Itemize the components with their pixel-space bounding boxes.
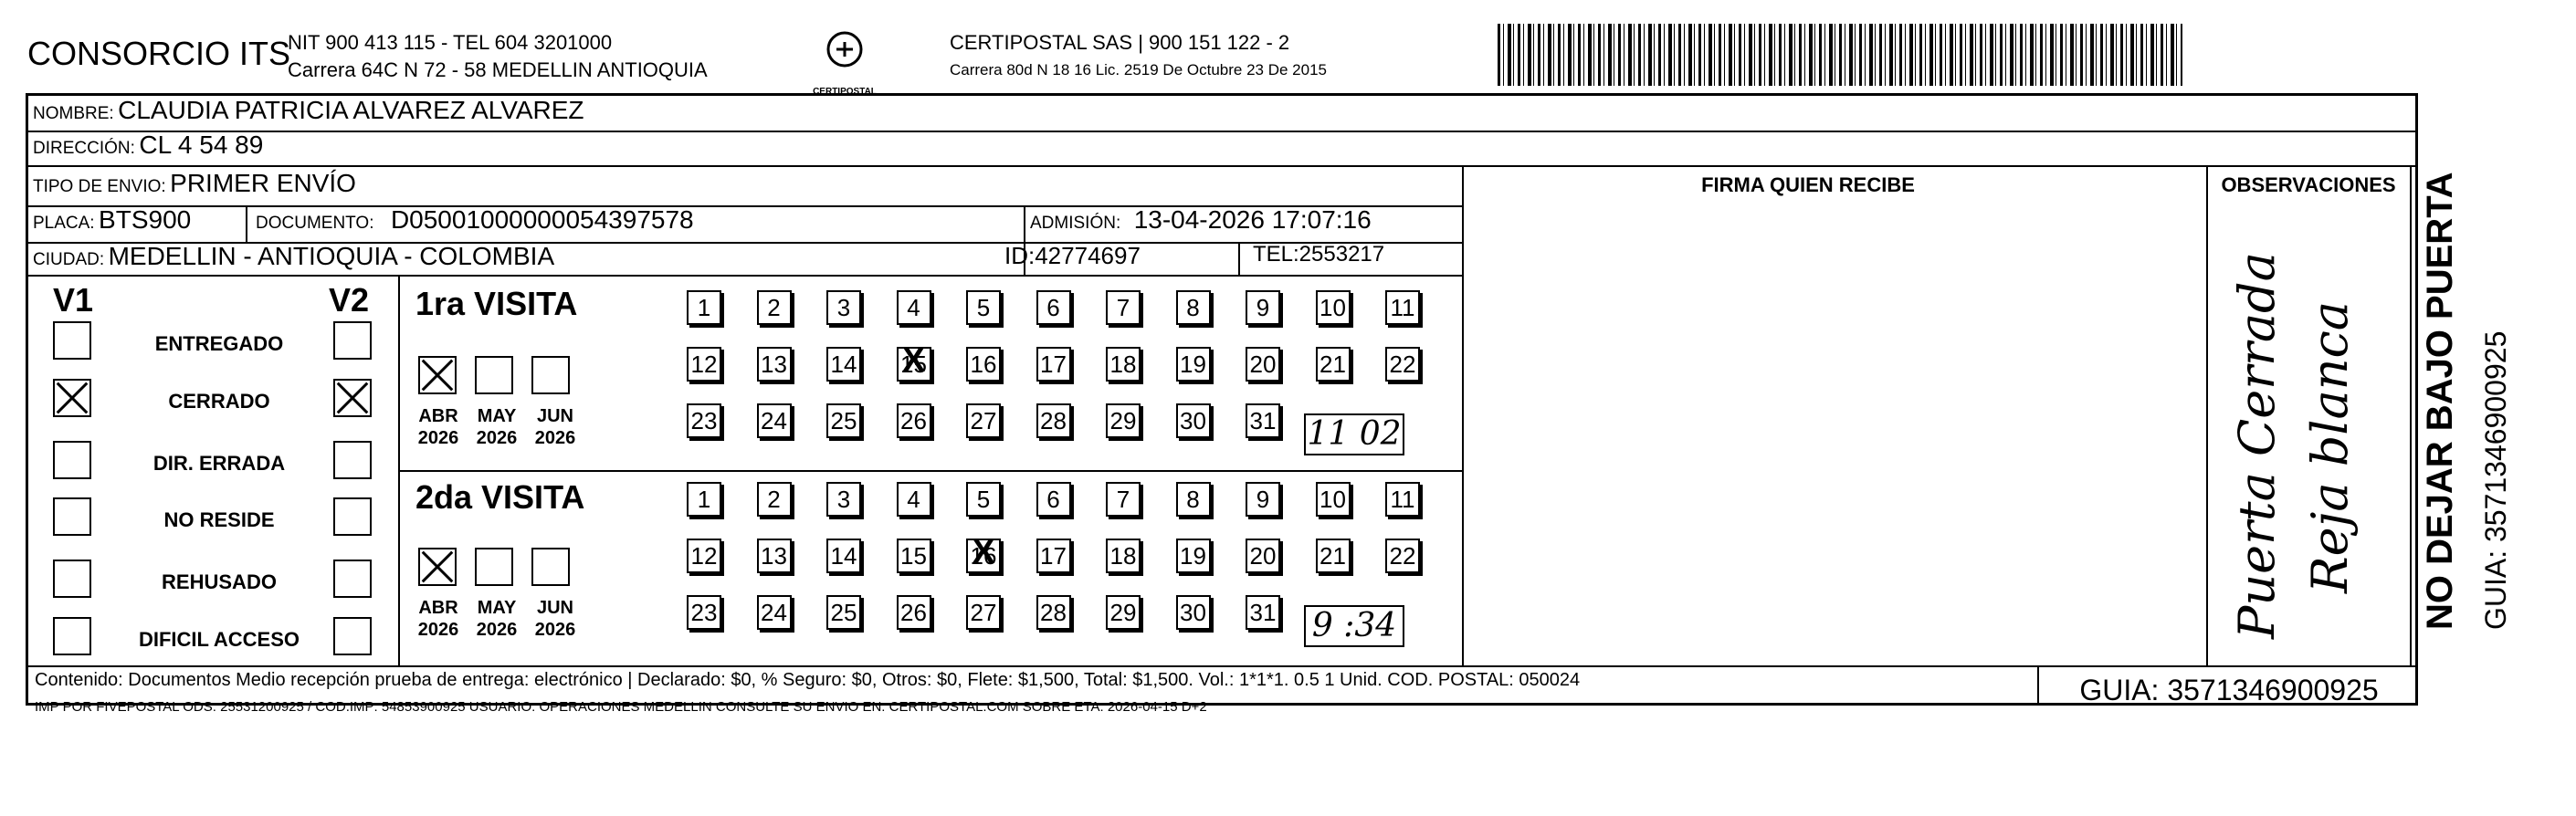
logo-text: CERTIPOSTAL (813, 87, 877, 97)
day-box[interactable]: 10 (1316, 290, 1351, 325)
day-box[interactable]: 10 (1316, 482, 1351, 517)
day-box[interactable]: 7 (1106, 482, 1141, 517)
day-box[interactable]: 25 (826, 595, 861, 630)
month-checkbox[interactable] (475, 548, 513, 586)
month-label (523, 597, 587, 641)
day-box[interactable]: 9 (1246, 290, 1280, 325)
side-guia: GUIA: 3571346900925 (2479, 330, 2512, 630)
nombre-row (33, 96, 584, 125)
v1-checkbox[interactable] (53, 617, 91, 655)
day-box[interactable]: 13 (757, 539, 792, 573)
day-box[interactable]: 16 (966, 347, 1001, 382)
day-box[interactable]: 31 (1246, 403, 1280, 438)
month-year: 2026 (476, 428, 518, 448)
carrier-info (950, 29, 1327, 84)
day-box[interactable]: 31 (1246, 595, 1280, 630)
day-box[interactable]: 30 (1176, 403, 1211, 438)
day-box[interactable]: 14 (826, 347, 861, 382)
v1-checkbox[interactable] (53, 441, 91, 479)
day-box[interactable]: 30 (1176, 595, 1211, 630)
month-year: 2026 (534, 428, 576, 448)
day-box[interactable]: 8 (1176, 290, 1211, 325)
status-label: CERRADO (168, 390, 270, 413)
tipo-row (33, 169, 356, 198)
month-name: ABR (418, 598, 458, 618)
day-box[interactable]: 16 X (966, 539, 1001, 573)
month-name: ABR (418, 406, 458, 426)
admision-value: 13-04-2026 17:07:16 (1133, 205, 1372, 234)
certipostal-logo (813, 27, 877, 97)
direccion-value: CL 4 54 89 (139, 131, 264, 159)
day-box[interactable]: 25 (826, 403, 861, 438)
day-box[interactable]: 22 (1385, 539, 1420, 573)
footer-print-line: IMP POR FIVEPOSTAL ODS: 25531200925 / COD.IMP: 54853900925 USUARIO: OPERACIONES MEDELLIN CONSULTE SU ENVIO EN: CERTIPOSTAL.COM SOBRE ETA: 2026-04-15 D+2 (35, 699, 1207, 715)
divider (1238, 242, 1240, 275)
divider (398, 470, 1462, 472)
day-box[interactable]: 14 (826, 539, 861, 573)
placa-row (33, 205, 191, 235)
day-box[interactable]: 1 (687, 482, 721, 517)
divider (28, 275, 1462, 277)
v2-checkbox[interactable] (333, 321, 372, 360)
divider (1462, 165, 1464, 665)
day-box[interactable]: 1 (687, 290, 721, 325)
month-checkbox[interactable] (531, 356, 570, 394)
day-box[interactable]: 20 (1246, 539, 1280, 573)
month-checkbox[interactable] (418, 548, 457, 586)
day-box[interactable]: 6 (1036, 290, 1071, 325)
month-label (406, 405, 470, 449)
day-box[interactable]: 26 (897, 403, 931, 438)
day-box[interactable]: 5 (966, 482, 1001, 517)
day-box[interactable]: 2 (757, 290, 792, 325)
first-visit-time: 11 02 (1304, 413, 1404, 455)
day-box[interactable]: 22 (1385, 347, 1420, 382)
status-label: REHUSADO (162, 570, 277, 593)
direccion-label: DIRECCIÓN: (33, 139, 135, 158)
day-box[interactable]: 19 (1176, 347, 1211, 382)
direccion-row (33, 131, 263, 160)
admision-row (1030, 205, 1372, 235)
day-box[interactable]: 21 (1316, 539, 1351, 573)
day-box[interactable]: 24 (757, 595, 792, 630)
month-label (465, 597, 529, 641)
day-box[interactable]: 5 (966, 290, 1001, 325)
day-box[interactable]: 27 (966, 403, 1001, 438)
v2-heading: V2 (329, 281, 370, 319)
day-box[interactable]: 28 (1036, 595, 1071, 630)
first-visit-title: 1ra VISITA (415, 285, 578, 322)
tipo-value: PRIMER ENVÍO (170, 169, 356, 197)
day-box[interactable]: 6 (1036, 482, 1071, 517)
day-box[interactable]: 15 (897, 539, 931, 573)
month-checkbox[interactable] (531, 548, 570, 586)
month-checkbox[interactable] (418, 356, 457, 394)
day-box[interactable]: 7 (1106, 290, 1141, 325)
day-box[interactable]: 13 (757, 347, 792, 382)
day-box[interactable]: 18 (1106, 539, 1141, 573)
month-checkbox[interactable] (475, 356, 513, 394)
status-label: NO RESIDE (163, 508, 275, 531)
carrier-line1: CERTIPOSTAL SAS | 900 151 122 - 2 (950, 31, 1290, 54)
day-box[interactable]: 15 X (897, 347, 931, 382)
side-warning: NO DEJAR BAJO PUERTA (2420, 172, 2460, 630)
day-box[interactable]: 29 (1106, 403, 1141, 438)
day-box[interactable]: 17 (1036, 539, 1071, 573)
month-name: MAY (477, 406, 517, 426)
day-box[interactable]: 23 (687, 403, 721, 438)
status-label: DIR. ERRADA (152, 452, 286, 475)
divider (398, 275, 400, 665)
day-box[interactable]: 11 (1385, 290, 1420, 325)
divider (28, 131, 2415, 132)
v2-checkbox[interactable] (333, 441, 372, 479)
status-label: ENTREGADO (154, 332, 284, 355)
footer-content-line: Contenido: Documentos Medio recepción prueba de entrega: electrónico | Declarado: $0, % Seguro: $0, Otros: $0, Flete: $1,500, Total: $1,500. Vol.: 1*1*1. 0.5 1 Unid. COD. POSTAL: 050024 (35, 670, 1581, 690)
observation-handwriting-2: Reja blanca (2301, 301, 2359, 593)
day-box[interactable]: 17 (1036, 347, 1071, 382)
day-box[interactable]: 3 (826, 290, 861, 325)
nit-line: NIT 900 413 115 - TEL 604 3201000 (288, 31, 613, 54)
day-box[interactable]: 11 (1385, 482, 1420, 517)
month-label (523, 405, 587, 449)
ciudad-row (33, 242, 554, 271)
month-label (465, 405, 529, 449)
v1-checkbox[interactable] (53, 497, 91, 536)
status-label: DIFICIL ACCESO (138, 628, 300, 651)
placa-value: BTS900 (99, 205, 192, 234)
documento-label: DOCUMENTO: (256, 214, 374, 233)
month-year: 2026 (417, 428, 459, 448)
month-name: JUN (536, 406, 573, 426)
v1-checkbox[interactable] (53, 321, 91, 360)
v1-heading: V1 (53, 281, 94, 319)
day-box[interactable]: 9 (1246, 482, 1280, 517)
address-line: Carrera 64C N 72 - 58 MEDELLIN ANTIOQUIA (288, 58, 708, 81)
divider (28, 165, 2415, 167)
day-box[interactable]: 3 (826, 482, 861, 517)
day-box[interactable]: 24 (757, 403, 792, 438)
tel-value: TEL:2553217 (1253, 242, 1385, 267)
nombre-label: NOMBRE: (33, 104, 114, 123)
month-label (406, 597, 470, 641)
documento-row (256, 205, 694, 235)
day-box[interactable]: 19 (1176, 539, 1211, 573)
day-box[interactable]: 21 (1316, 347, 1351, 382)
ciudad-value: MEDELLIN - ANTIOQUIA - COLOMBIA (108, 242, 555, 270)
day-box[interactable]: 29 (1106, 595, 1141, 630)
day-box[interactable]: 26 (897, 595, 931, 630)
v2-checkbox[interactable] (333, 560, 372, 598)
firma-label: FIRMA QUIEN RECIBE (1701, 173, 1915, 196)
documento-value: D05001000000054397578 (390, 205, 694, 234)
nombre-value: CLAUDIA PATRICIA ALVAREZ ALVAREZ (118, 96, 584, 124)
divider (2206, 165, 2208, 665)
second-visit-title: 2da VISITA (415, 478, 585, 516)
day-box[interactable]: 4 (897, 290, 931, 325)
id-value: ID:42774697 (1004, 242, 1141, 269)
day-box[interactable]: 4 (897, 482, 931, 517)
day-box[interactable]: 12 (687, 347, 721, 382)
carrier-line2: Carrera 80d N 18 16 Lic. 2519 De Octubre 23 De 2015 (950, 61, 1327, 78)
v2-checkbox[interactable] (333, 497, 372, 536)
v1-checkbox[interactable] (53, 379, 91, 417)
placa-label: PLACA: (33, 214, 95, 233)
day-box[interactable]: 18 (1106, 347, 1141, 382)
day-box[interactable]: 23 (687, 595, 721, 630)
month-year: 2026 (476, 620, 518, 640)
divider (246, 205, 247, 242)
month-year: 2026 (534, 620, 576, 640)
barcode (1498, 24, 2182, 86)
admision-label: ADMISIÓN: (1030, 214, 1121, 233)
day-box[interactable]: 12 (687, 539, 721, 573)
day-box[interactable]: 27 (966, 595, 1001, 630)
divider (2037, 665, 2039, 703)
day-box[interactable]: 2 (757, 482, 792, 517)
observaciones-label: OBSERVACIONES (2221, 173, 2396, 196)
second-visit-time: 9 :34 (1304, 605, 1404, 647)
v1-checkbox[interactable] (53, 560, 91, 598)
v2-checkbox[interactable] (333, 379, 372, 417)
v2-checkbox[interactable] (333, 617, 372, 655)
guia-number: GUIA: 3571346900925 (2079, 674, 2379, 706)
observation-handwriting-1: Puerta Cerrada (2228, 252, 2286, 639)
month-year: 2026 (417, 620, 459, 640)
divider (2410, 165, 2412, 665)
day-box[interactable]: 20 (1246, 347, 1280, 382)
company-info (288, 29, 708, 84)
company-name: CONSORCIO ITS (27, 35, 291, 72)
day-box[interactable]: 8 (1176, 482, 1211, 517)
month-name: MAY (477, 598, 517, 618)
month-name: JUN (536, 598, 573, 618)
day-box[interactable]: 28 (1036, 403, 1071, 438)
ciudad-label: CIUDAD: (33, 250, 105, 269)
tipo-label: TIPO DE ENVIO: (33, 177, 166, 196)
